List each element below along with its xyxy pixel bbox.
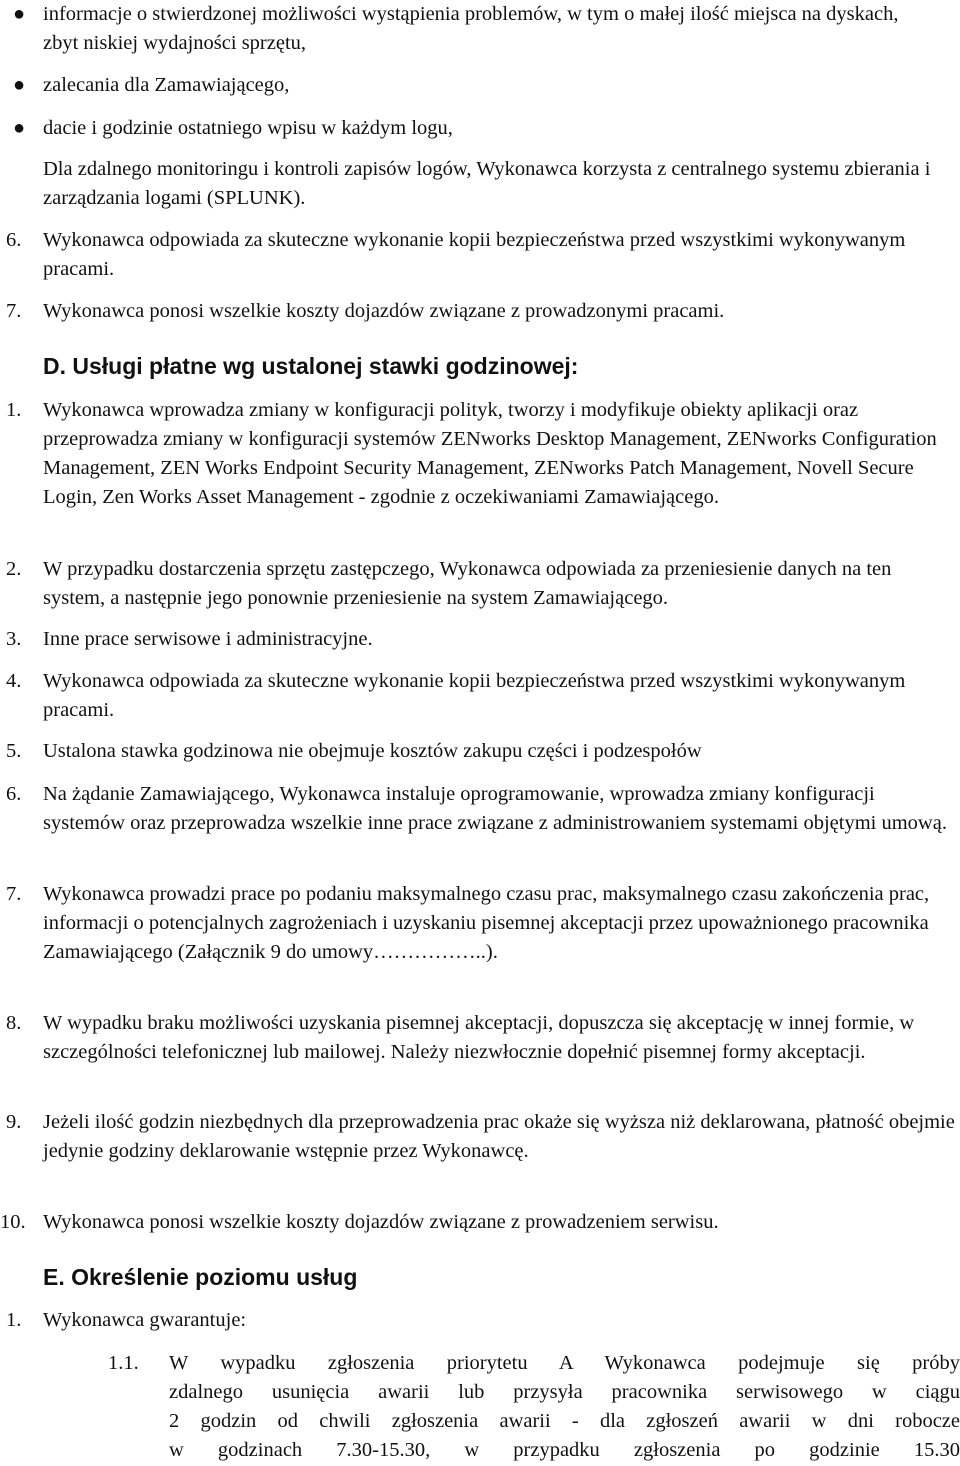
- list-item: [0, 1208, 955, 1237]
- item-text: Ustalona stawka godzinowa nie obejmuje kosztów zakupu części i podzespołów: [43, 740, 702, 762]
- item-text: Jeżeli ilość godzin niezbędnych dla przeprowadzenia prac okaże się wyższa niż deklarowana, płatność obejmie jedynie godziny deklarowanie wstępnie przez Wykonawcę.: [43, 1111, 955, 1162]
- list-item: [0, 880, 955, 967]
- list-item: [0, 1108, 955, 1166]
- list-item: [0, 780, 955, 838]
- sub-item-number: 1.1.: [108, 1352, 139, 1374]
- bullet-text: informacje o stwierdzonej możliwości wystąpienia problemów, w tym o małej ilość miejsca na dyskach, zbyt niskiej wydajności sprzętu,: [43, 3, 899, 54]
- item-text: Wykonawca odpowiada za skuteczne wykonanie kopii bezpieczeństwa przed wszystkimi wykonywanym pracami.: [43, 670, 906, 721]
- item-number: 6.: [6, 229, 22, 251]
- item-text: Wykonawca odpowiada za skuteczne wykonanie kopii bezpieczeństwa przed wszystkimi wykonywanym pracami.: [43, 229, 906, 280]
- item-text: W wypadku braku możliwości uzyskania pisemnej akceptacji, dopuszcza się akceptację w innej formie, w szczególności telefonicznej lub mailowej. Należy niezwłocznie dopełnić pisemnej formy akceptacji.: [43, 1012, 915, 1063]
- sub-item-line: w godzinach 7.30-15.30, w przypadku zgłoszenia po godzinie 15.30: [169, 1439, 960, 1461]
- item-text: Inne prace serwisowe i administracyjne.: [43, 628, 373, 650]
- item-number: 8.: [6, 1012, 22, 1034]
- sub-item-line: 2 godzin od chwili zgłoszenia awarii - dla zgłoszeń awarii w dni robocze: [169, 1410, 960, 1432]
- list-item: [0, 1306, 955, 1335]
- bullet-icon: ●: [13, 3, 26, 25]
- item-text: Na żądanie Zamawiającego, Wykonawca instaluje oprogramowanie, wprowadza zmiany konfiguracji systemów oraz przeprowadza wszelkie inne prace związane z administrowaniem systemami objętymi umową.: [43, 783, 947, 834]
- item-number: 6.: [6, 783, 22, 805]
- item-number: 7.: [6, 300, 22, 322]
- bullet-icon: ●: [13, 74, 26, 96]
- list-item: [0, 1009, 955, 1067]
- section-e-heading: E. Określenie poziomu usług: [43, 1264, 358, 1290]
- item-number: 5.: [6, 740, 22, 762]
- section-d-heading: D. Usługi płatne wg ustalonej stawki godzinowej:: [43, 353, 579, 379]
- item-number: 1.: [6, 1309, 22, 1331]
- item-text: W przypadku dostarczenia sprzętu zastępczego, Wykonawca odpowiada za przeniesienie danych na ten system, a następnie jego ponownie przeniesienie na system Zamawiającego.: [43, 558, 892, 609]
- list-item: [0, 737, 955, 766]
- item-text: Wykonawca wprowadza zmiany w konfiguracji polityk, tworzy i modyfikuje obiekty aplikacji oraz przeprowadza zmiany w konfiguracji systemów ZENworks Desktop Management, ZENworks Configuration Management, ZEN Works Endpoint Security Management, ZENworks Patch Management, Novell Secure Login, Zen Works Asset Management - zgodnie z oczekiwaniami Zamawiającego.: [43, 399, 937, 508]
- sub-list-item: [108, 1349, 960, 1465]
- bullet-text: dacie i godzinie ostatniego wpisu w każdym logu,: [43, 117, 453, 139]
- list-item: [0, 226, 955, 284]
- item-number: 2.: [6, 558, 22, 580]
- item-number: 7.: [6, 883, 22, 905]
- item-number: 10.: [0, 1211, 26, 1233]
- bullet-item-last-entry: [13, 114, 943, 143]
- monitoring-paragraph: Dla zdalnego monitoringu i kontroli zapisów logów, Wykonawca korzysta z centralnego systemu zbierania i zarządzania logami (SPLUNK).: [43, 158, 931, 209]
- list-item: [0, 396, 955, 512]
- item-text: Wykonawca ponosi wszelkie koszty dojazdów związane z prowadzeniem serwisu.: [43, 1211, 719, 1233]
- sub-item-line: zdalnego usunięcia awarii lub przysyła pracownika serwisowego w ciągu: [169, 1381, 960, 1403]
- item-number: 9.: [6, 1111, 22, 1133]
- list-item: [0, 297, 955, 326]
- bullet-icon: ●: [13, 117, 26, 139]
- item-text: Wykonawca prowadzi prace po podaniu maksymalnego czasu prac, maksymalnego czasu zakończenia prac, informacji o potencjalnych zagrożeniach i uzyskaniu pisemnej akceptacji przez upoważnionego pracownika Zamawiającego (Załącznik 9 do umowy……………..).: [43, 883, 930, 963]
- item-text: Wykonawca gwarantuje:: [43, 1309, 247, 1331]
- item-number: 4.: [6, 670, 22, 692]
- item-text: Wykonawca ponosi wszelkie koszty dojazdów związane z prowadzonymi pracami.: [43, 300, 725, 322]
- bullet-text: zalecania dla Zamawiającego,: [43, 74, 290, 96]
- sub-item-line: W wypadku zgłoszenia priorytetu A Wykonawca podejmuje się próby: [169, 1352, 960, 1374]
- bullet-item-recommendations: [13, 71, 943, 100]
- list-item: [0, 555, 955, 613]
- bullet-item-problems: [13, 0, 943, 58]
- list-item: [0, 625, 955, 654]
- list-item: [0, 667, 955, 725]
- item-number: 1.: [6, 399, 22, 421]
- item-number: 3.: [6, 628, 22, 650]
